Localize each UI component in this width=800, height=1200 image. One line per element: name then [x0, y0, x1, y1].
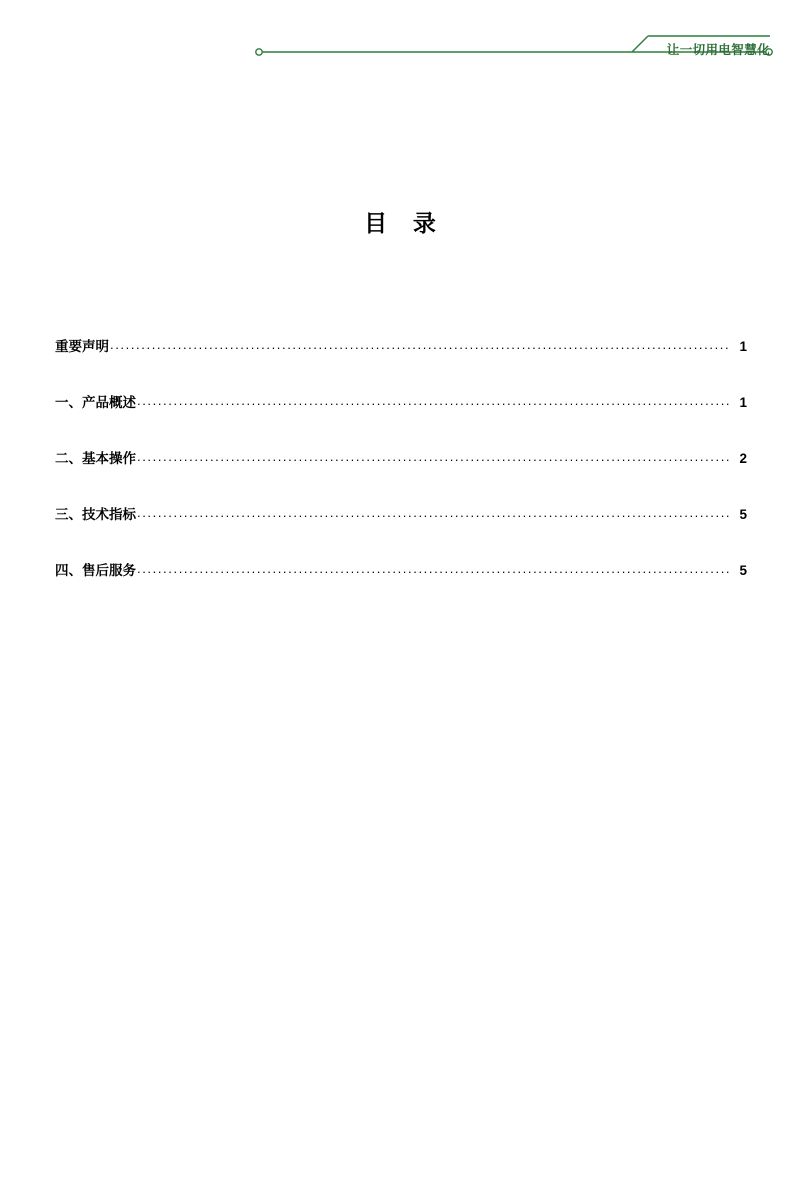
- page-title: 目 录: [364, 211, 446, 236]
- toc-entry[interactable]: [55, 354, 747, 410]
- toc-entry-page: 1: [739, 338, 747, 354]
- toc-entry[interactable]: [55, 466, 747, 522]
- table-of-contents: [55, 298, 747, 578]
- toc-entry-label: 三、技术指标: [55, 506, 136, 522]
- toc-entry-label: 二、基本操作: [55, 450, 136, 466]
- toc-leader-dots: [110, 340, 729, 353]
- toc-leader-dots: [137, 452, 729, 465]
- page-header: [0, 0, 800, 100]
- toc-entry-page: 1: [739, 394, 747, 410]
- toc-entry-label: 重要声明: [55, 338, 109, 354]
- toc-entry-page: 5: [739, 562, 747, 578]
- toc-entry[interactable]: [55, 298, 747, 354]
- toc-entry[interactable]: [55, 522, 747, 578]
- toc-entry[interactable]: [55, 410, 747, 466]
- toc-leader-dots: [137, 396, 729, 409]
- toc-entry-label: 四、售后服务: [55, 562, 136, 578]
- toc-entry-page: 2: [739, 450, 747, 466]
- toc-leader-dots: [137, 564, 729, 577]
- toc-leader-dots: [137, 508, 729, 521]
- toc-entry-label: 一、产品概述: [55, 394, 136, 410]
- toc-entry-page: 5: [739, 506, 747, 522]
- header-slogan: 让一切用电智慧化: [666, 43, 770, 57]
